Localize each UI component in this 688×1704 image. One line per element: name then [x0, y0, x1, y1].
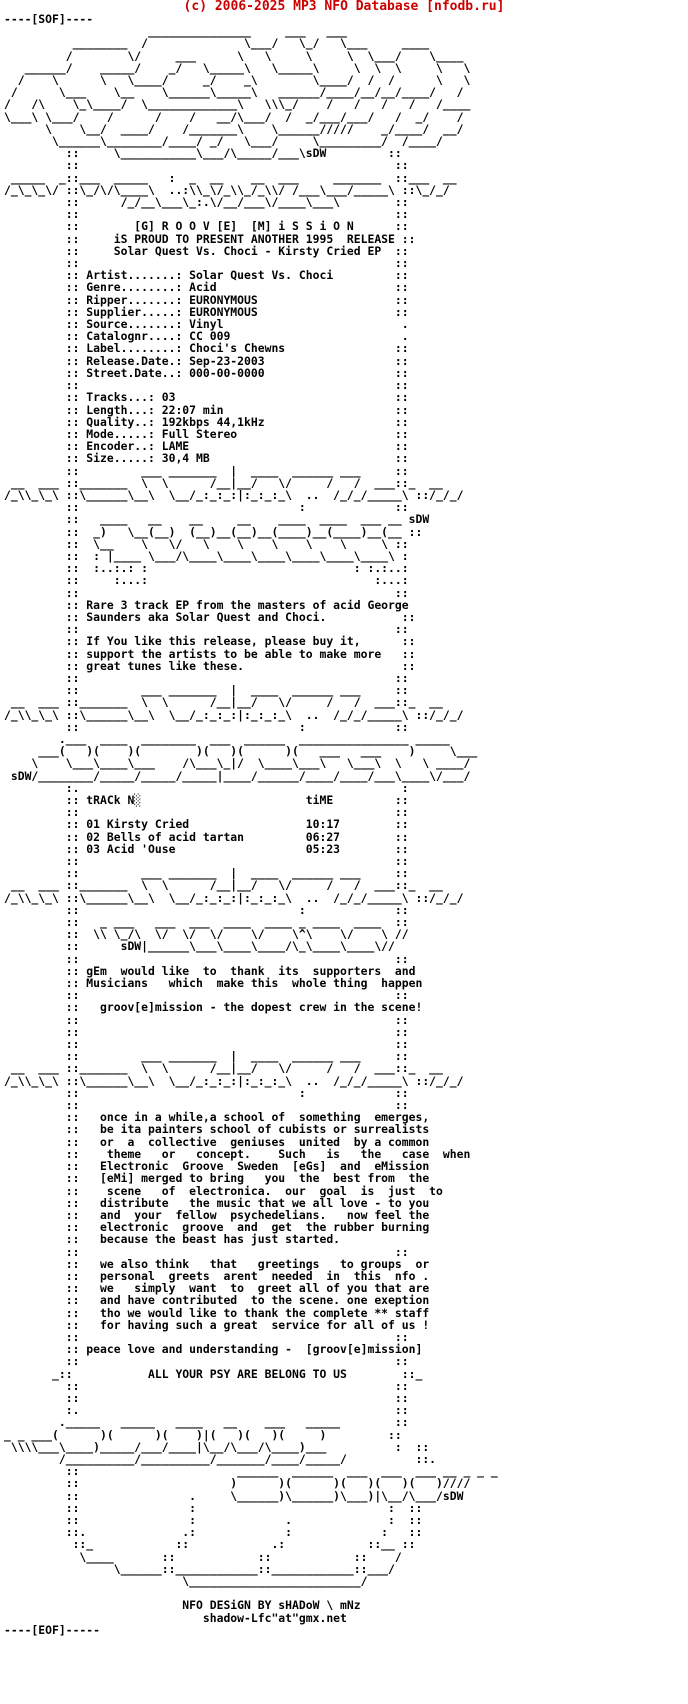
nfo-line: :: ::: [4, 158, 409, 173]
nfo-line: :: Artist.......: Solar Quest Vs. Choci ::: [4, 268, 409, 283]
nfo-line: :: _ ___ ___ ___ ____ ____ _ ____ ____ ::: [4, 915, 409, 930]
nfo-line: shadow-Lfc"at"gmx.net: [4, 1610, 347, 1625]
nfo-line: :: ::: [4, 1378, 409, 1393]
nfo-line: ::_ :: .: ::__ ::: [4, 1537, 416, 1552]
nfo-line: :: and your fellow psychedelians. now feel the: [4, 1207, 430, 1222]
nfo-line: /_\\_\_\ ::\______\__\ \__/_:_:_:|:_:_:_\ .. /_/_/_____\ ::/_/_/: [4, 1073, 464, 1088]
nfo-line: ________ / \___/ \_/ \___ ____: [4, 36, 430, 51]
nfo-line: \_________________________/: [4, 1574, 368, 1588]
nfo-line: :: ::: [4, 256, 409, 271]
nfo-line: __ ___ ::_______ \ \ /__|__/ \/ / / ___::_ __: [4, 1061, 443, 1076]
nfo-line: :: Length...: 22:07 min ::: [4, 402, 409, 417]
nfo-line: :: ::: [4, 378, 409, 393]
nfo-line: :: 02 Bells of acid tartan 06:27 ::: [4, 829, 409, 844]
nfo-line: __ ___ ::_______ \ \ /__|__/ \/ / / ___::_ __: [4, 695, 443, 710]
nfo-line: :: once in a while,a school of something emerges,: [4, 1110, 430, 1125]
nfo-line: :: ::: [4, 207, 409, 222]
nfo-line: :: \__ \ \/ \ \ \ \ \ \ ::: [4, 536, 409, 551]
nfo-line: sDW/________/_____/_____/_____|____/______/____/____/___\____\/___/: [4, 768, 471, 783]
nfo-line: :: :...: :...:: [4, 573, 409, 588]
nfo-line: :: Size.....: 30,4 MB ::: [4, 451, 409, 466]
nfo-line: _ _ ___( )( )( )|( )( )( ) ::: [4, 1427, 402, 1442]
nfo-line: :: ::: [4, 585, 409, 600]
nfo-line: :: :..:.: : : :.:..:: [4, 561, 409, 576]
nfo-line: :: : : ::: [4, 1500, 423, 1515]
nfo-line: :: . \______)\______)\___)|\__/\___/sDW: [4, 1488, 464, 1503]
nfo-line: ----[EOF]-----: [4, 1622, 101, 1637]
nfo-line: :: Rare 3 track EP from the masters of acid George: [4, 597, 409, 612]
nfo-line: :: Tracks...: 03 ::: [4, 390, 409, 405]
nfo-line: :: ::: [4, 1390, 409, 1405]
nfo-line: .___ ____ ________ ___ ______ ________________ _____: [4, 731, 450, 746]
nfo-line: :: ::: [4, 622, 409, 637]
nfo-line: \ \___\____\___ /\___\_|/ \____\___\ \___\ \ \ ____/: [4, 756, 471, 771]
nfo-line: :: ___ _______ | ____ ______ ___ ::: [4, 463, 409, 478]
nfo-line: :: Release.Date.: Sep-23-2003 ::: [4, 353, 409, 368]
nfo-line: :: \___________\___/\_____/___\sDW ::: [4, 146, 402, 161]
nfo-line: :. :: [4, 780, 409, 795]
nfo-line: :: Saunders aka Solar Quest and Choci. ::: [4, 609, 416, 624]
nfo-line: \ \__/ ____/ /_______\ \______///// _/____/ __/: [4, 121, 464, 136]
nfodb-copyright-header: (c) 2006-2025 MP3 NFO Database [nfodb.ru]: [183, 0, 505, 14]
nfo-line: :: ::: [4, 1329, 409, 1344]
nfo-line: :: ::: [4, 1354, 409, 1369]
nfo-line: :: Solar Quest Vs. Choci - Kirsty Cried EP ::: [4, 243, 409, 258]
nfo-line: :: : . : ::: [4, 1512, 423, 1527]
nfo-line: \\\\___\____)_____/___/____|\__/\___/\____)___ : ::: [4, 1439, 430, 1454]
nfo-line: /_\\_\_\ ::\______\__\ \__/_:_:_:|:_:_:_\ .. /_/_/_____\ ::/_/_/: [4, 487, 464, 502]
nfo-line: __ ___ ::_______ \ \ /__|__/ \/ / / ___::_ __: [4, 878, 443, 893]
nfo-line: :: Label........: Choci's Chewns ::: [4, 341, 409, 356]
nfo-line: :: Mode.....: Full Stereo ::: [4, 426, 409, 441]
nfo-line: :: theme or concept. Such is the case when: [4, 1146, 471, 1161]
nfo-line: :: ::: [4, 1012, 409, 1027]
nfo-line: :: ::: [4, 805, 409, 820]
nfo-line: :: personal greets arent needed in this nfo .: [4, 1268, 430, 1283]
nfo-line: \______::____________::____________::___/: [4, 1561, 395, 1576]
nfo-line: :: ::: [4, 951, 409, 966]
nfo-line: ______/ _____/ _/ \_____\ \_____\ \ \ \ \ \: [4, 60, 471, 75]
nfo-line: :: Electronic Groove Sweden [eGs] and eMission: [4, 1159, 430, 1174]
nfo-line: :: Source.......: Vinyl .: [4, 317, 409, 332]
nfo-line: NFO DESiGN BY sHADoW \ mNz: [4, 1598, 361, 1613]
nfo-line: :: 01 Kirsty Cried 10:17 ::: [4, 817, 409, 832]
nfo-line: :: Quality..: 192kbps 44,1kHz ::: [4, 414, 409, 429]
nfo-line: :: ____ __ __ __ ____ ____ ___ __ sDW: [4, 512, 430, 527]
nfo-line: ----[SOF]----: [4, 12, 94, 26]
nfo-line: :: : ::: [4, 500, 409, 515]
nfo-line: /__________/__________/_______/____/_____/ ::.: [4, 1451, 437, 1466]
nfo-line: :: ______ ______ ___ ___ ___ __ _ _ _: [4, 1464, 498, 1479]
nfo-line: :: Supplier.....: EURONYMOUS ::: [4, 304, 409, 319]
nfo-line: :: ::: [4, 1244, 409, 1259]
nfo-line: :: ___ _______ | ____ ______ ___ ::: [4, 866, 409, 881]
nfo-line: / \___ \__ \______\_____\ ______/____/__/__/____/ /: [4, 85, 464, 100]
nfo-line: :: Encoder..: LAME ::: [4, 439, 409, 454]
nfo-line: :: Musicians which make this whole thing happen: [4, 976, 423, 991]
nfo-text-block: [4, 13, 498, 1636]
nfo-line: __ ___ ::_______ \ \ /__|__/ \/ / / ___::_ __: [4, 475, 443, 490]
nfo-line: :: Genre........: Acid ::: [4, 280, 409, 295]
nfo-line: :: [eMi] merged to bring you the best from the: [4, 1171, 430, 1186]
nfo-line: :: scene of electronica. our goal is just to: [4, 1183, 443, 1198]
nfo-line: :: _) \__(__) (__)__(__)__(____)__(____)__(__ ::: [4, 524, 423, 539]
nfo-line: \___\ \___/ / / / __/\___/ / _/___/___/ / _/ /: [4, 109, 464, 124]
nfo-line: :: we also think that greetings to groups or: [4, 1256, 430, 1271]
nfo-line: :: ::: [4, 988, 409, 1003]
nfo-line: / \/ ___ \ \ \ \ \___/ \____: [4, 48, 464, 63]
nfo-line: :: be ita painters school of cubists or surrealists: [4, 1122, 430, 1137]
nfo-line: :: ::: [4, 1024, 409, 1039]
nfo-line: /_\\_\_\ ::\______\__\ \__/_:_:_:|:_:_:_\ .. /_/_/_____\ ::/_/_/: [4, 890, 464, 905]
nfo-line: :: tho we would like to thank the complete ** staff: [4, 1305, 430, 1320]
nfo-line: / /\ \_\____/ \_____________\ \\\_/ / / / / /____: [4, 97, 471, 112]
nfo-line: :: because the beast has just started.: [4, 1232, 341, 1247]
nfo-line: :: If You like this release, please buy it, ::: [4, 634, 416, 649]
nfo-line: /_\\_\_\ ::\______\__\ \__/_:_:_:|:_:_:_\ .. /_/_/_____\ ::/_/_/: [4, 707, 464, 722]
nfo-line: /_\_\_\/ ::\_/\/\____\ ..:\\_\/_\\_/_\\/ /___\___/_____\ ::\_/_/: [4, 182, 450, 197]
nfo-line: :: ::: [4, 670, 409, 685]
nfo-line: / \ \ \____/ _/ _\ \____/ / / \ \: [4, 73, 471, 88]
nfo-line: :: ::: [4, 854, 409, 869]
nfo-line: :: electronic groove and get the rubber burning: [4, 1220, 430, 1235]
nfo-line: ::. .: : : ::: [4, 1525, 423, 1540]
nfo-line: :: ___ _______ | ____ ______ ___ ::: [4, 683, 409, 698]
nfo-line: :: : |____ \___/\____\____\____\____\____\____\ :: [4, 548, 409, 563]
nfo-line: :: : ::: [4, 1085, 409, 1100]
nfo-line: :: we simply want to greet all of you that are: [4, 1281, 430, 1296]
nfo-line: _____ _::___ _____ : _ __ __ ___ _______ ::___ __: [4, 170, 457, 185]
nfo-line: :. ::: [4, 1403, 409, 1418]
nfo-line: ___( )( )( )( )( )( ___ ___ ) \___: [4, 744, 478, 759]
nfo-line: :: and have contributed to the scene. one exeption: [4, 1293, 430, 1308]
nfo-line: \______\________/____/ _/ \___/ \_________/ /____/: [4, 134, 443, 149]
nfo-line: ._____ _____ ____ __ ___ _____ ::: [4, 1415, 409, 1430]
nfo-line: _______________ ___ ___: [4, 24, 347, 39]
nfo-line: _:: ALL YOUR PSY ARE BELONG TO US ::_: [4, 1366, 423, 1381]
nfo-line: :: [G] R O O V [E] [M] i S S i O N ::: [4, 219, 409, 234]
nfo-line: :: support the artists to be able to make more ::: [4, 646, 416, 661]
nfo-line: :: sDW|______\___\____\____/\_\____\____\//: [4, 939, 395, 954]
nfo-line: :: Street.Date..: 000-00-0000 ::: [4, 365, 409, 380]
nfo-line: :: or a collective geniuses united by a common: [4, 1134, 430, 1149]
nfo-line: :: : ::: [4, 902, 409, 917]
nfo-line: \____ :: :: :: /: [4, 1549, 402, 1564]
nfo-line: :: 03 Acid 'Ouse 05:23 ::: [4, 841, 409, 856]
nfo-line: :: Ripper.......: EURONYMOUS ::: [4, 292, 409, 307]
nfo-line: :: for having such a great service for all of us !: [4, 1317, 430, 1332]
nfo-line: :: /_/__\___\_:.\/__/___\/____\___\ ::: [4, 195, 409, 210]
nfo-line: :: Catalognr....: CC 009 .: [4, 329, 409, 344]
nfo-line: :: distribute the music that we all love - to you: [4, 1195, 430, 1210]
nfo-line: :: iS PROUD TO PRESENT ANOTHER 1995 RELEASE ::: [4, 231, 416, 246]
nfo-line: :: ) )( )( )( )( )////: [4, 1476, 471, 1491]
nfo-line: :: gEm would like to thank its supporters and: [4, 963, 416, 978]
nfo-line: :: : ::: [4, 719, 409, 734]
nfo-line: :: great tunes like these. ::: [4, 658, 416, 673]
nfo-line: :: groov[e]mission - the dopest crew in the scene!: [4, 1000, 423, 1015]
nfo-line: :: \\ \_/\ \/ \/ \/ \/ \^\ \/ \ //: [4, 927, 409, 942]
nfo-line: :: ___ _______ | ____ ______ ___ ::: [4, 1049, 409, 1064]
nfo-line: :: ::: [4, 1098, 409, 1113]
nfo-line: :: ::: [4, 1037, 409, 1052]
nfo-line: :: tRACk N░ tiME ::: [4, 793, 409, 807]
nfo-line: :: peace love and understanding - [groov[e]mission]: [4, 1342, 423, 1357]
